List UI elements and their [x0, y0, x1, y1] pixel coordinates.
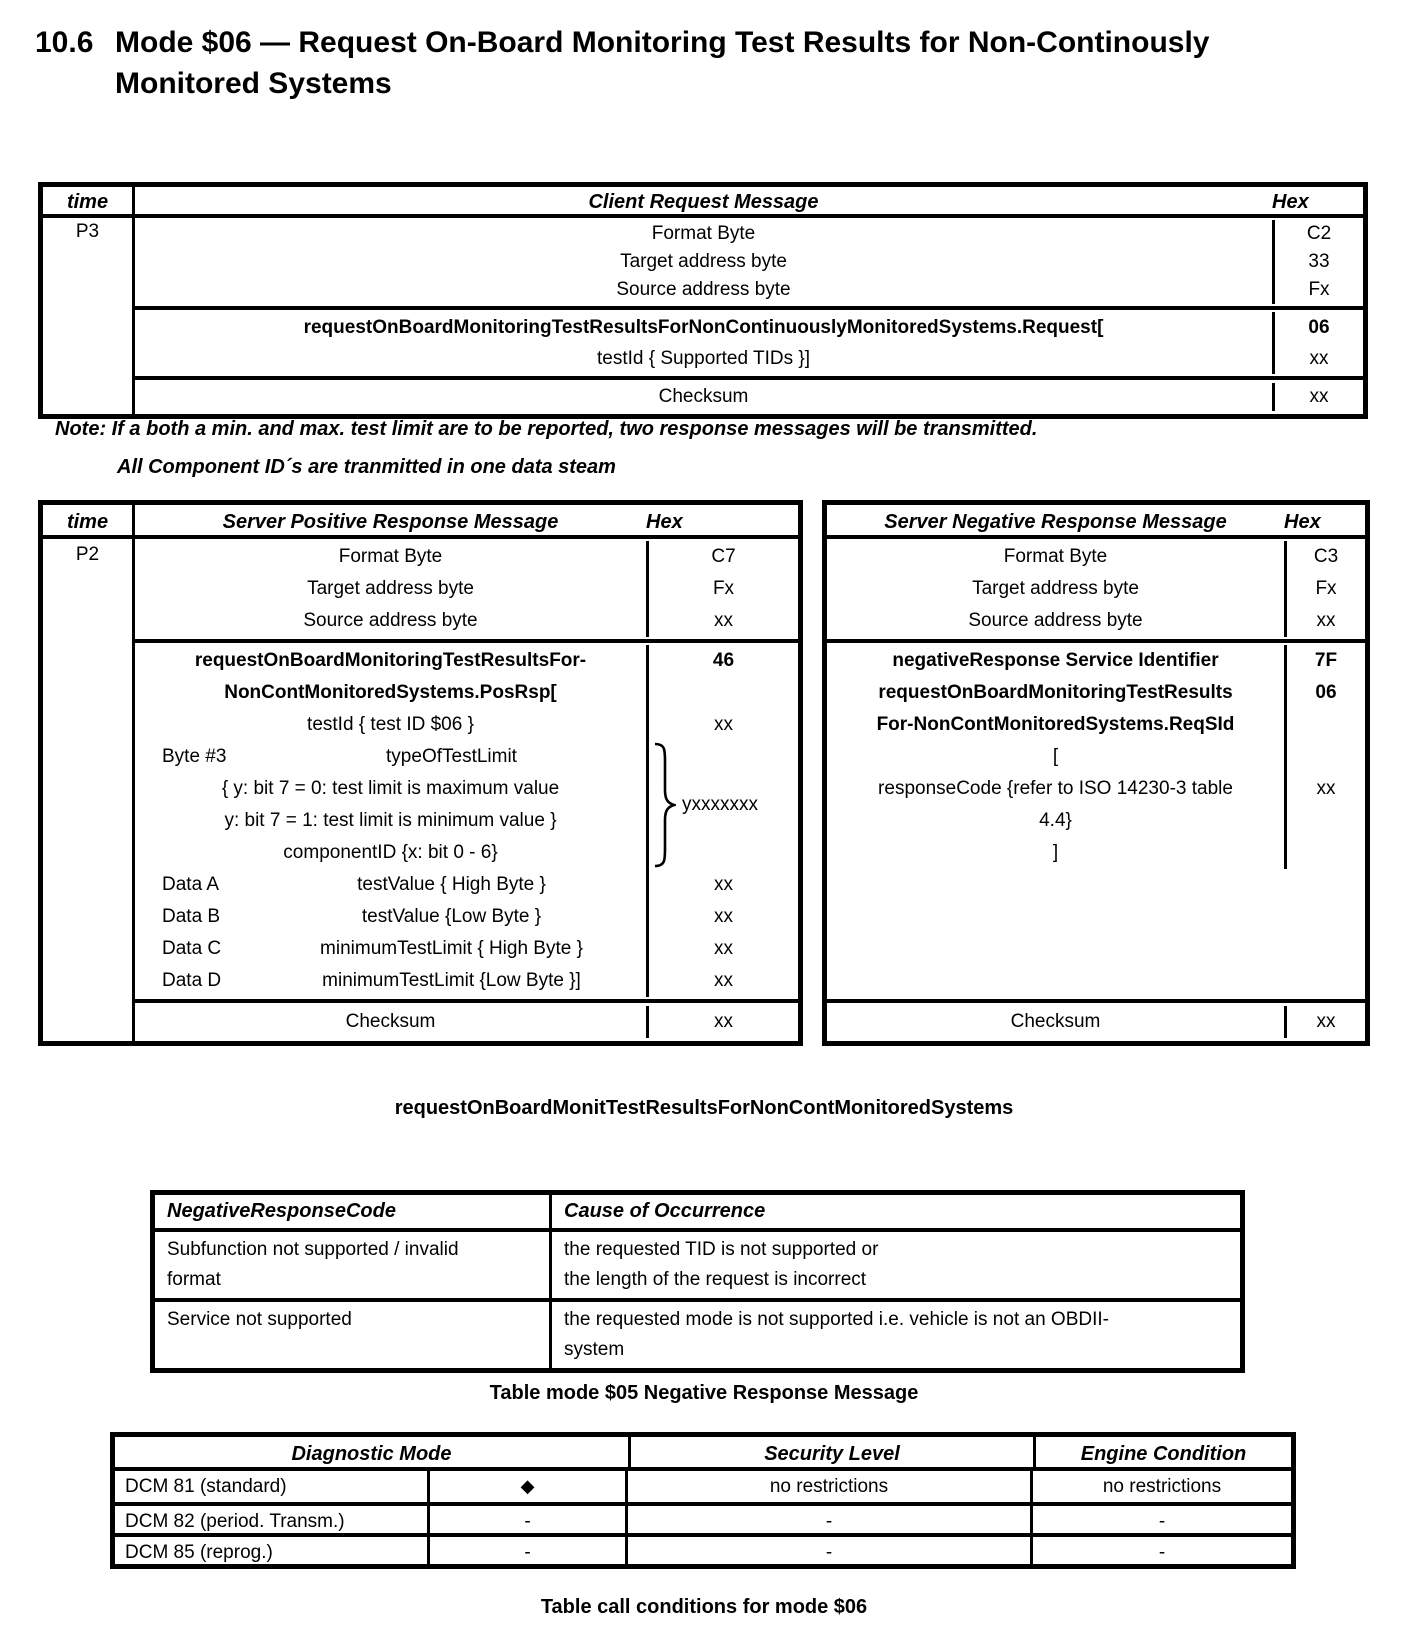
- flag-cell: -: [430, 1537, 628, 1564]
- message-text: minimumTestLimit {Low Byte }]: [322, 970, 581, 991]
- code-line: format: [167, 1269, 221, 1290]
- security-level-cell: no restrictions: [628, 1471, 1033, 1502]
- message-text: typeOfTestLimit: [386, 746, 517, 767]
- table-row: [135, 709, 798, 741]
- table-row: [135, 220, 1363, 248]
- table-row: [115, 1533, 1291, 1564]
- caption-negative-response: Table mode $05 Negative Response Message: [489, 1382, 919, 1404]
- checksum-group: [135, 999, 798, 1041]
- code-cell: [155, 1232, 552, 1298]
- service-data-group: [135, 639, 798, 999]
- negative-response-table: [822, 500, 1370, 1046]
- byte-label: Data C: [162, 938, 222, 959]
- diagnostic-mode-cell: DCM 82 (period. Transm.): [115, 1506, 430, 1533]
- hex-value: xx: [646, 869, 798, 901]
- section-heading: [35, 22, 1365, 104]
- message-text: testId { Supported TIDs }]: [597, 348, 810, 369]
- hex-value: [1284, 837, 1365, 869]
- cause-cell: [552, 1302, 1240, 1368]
- header-bytes-group: [827, 539, 1365, 639]
- table-row: [135, 343, 1363, 374]
- table-row: [827, 837, 1365, 869]
- hex-value: C3: [1284, 541, 1365, 573]
- table-row: [135, 276, 1363, 304]
- positive-response-table-header: [43, 505, 798, 539]
- hex-value: xx: [646, 605, 798, 637]
- message-text: Source address byte: [616, 279, 791, 300]
- message-text: testValue { High Byte }: [357, 874, 546, 895]
- message-text: Checksum: [658, 386, 749, 407]
- message-text: testId { test ID $06 }: [307, 714, 474, 735]
- hex-value: xx: [646, 965, 798, 997]
- client-request-table-header: [43, 187, 1363, 218]
- message-text: y: bit 7 = 1: test limit is minimum value }: [224, 810, 557, 831]
- client-request-table: [38, 182, 1368, 419]
- caption-response-tables: requestOnBoardMonitTestResultsForNonContMonitoredSystems: [394, 1097, 1014, 1119]
- hex-value: xx: [1284, 605, 1365, 637]
- hex-value: xx: [1284, 773, 1365, 805]
- negative-response-code-table-header: [155, 1195, 1240, 1232]
- hex-value: xx: [1284, 1006, 1365, 1038]
- message-text: responseCode {refer to ISO 14230-3 table: [878, 778, 1233, 799]
- column-header-hex: Hex: [1284, 511, 1321, 533]
- hex-value: 33: [1272, 248, 1363, 276]
- hex-value: xx: [1272, 343, 1363, 374]
- table-row: [827, 677, 1365, 709]
- checksum-row: [135, 383, 1363, 411]
- byte-label: Data A: [162, 874, 220, 895]
- table-row: [827, 805, 1365, 837]
- security-level-cell: -: [628, 1537, 1033, 1564]
- note-line-1: Note: If a both a min. and max. test limit are to be reported, two response messages will be transmitted.: [55, 418, 1038, 440]
- cause-line: the requested mode is not supported i.e. vehicle is not an OBDII-: [564, 1309, 1109, 1330]
- hex-value: 7F: [1284, 645, 1365, 677]
- message-text: Target address byte: [972, 578, 1139, 599]
- hex-value: xx: [646, 933, 798, 965]
- column-header-security-level: Security Level: [631, 1437, 1036, 1467]
- column-header-diagnostic-mode: Diagnostic Mode: [115, 1437, 631, 1467]
- curly-brace-icon: [652, 742, 676, 868]
- call-conditions-table-header: [115, 1437, 1291, 1471]
- byte-label: Data B: [162, 906, 221, 927]
- note-line-2: All Component ID´s are tranmitted in one data steam: [117, 456, 616, 478]
- message-text: 4.4}: [1039, 810, 1072, 831]
- hex-value: xx: [1272, 383, 1363, 411]
- time-cell: P2: [43, 539, 135, 1041]
- message-text: requestOnBoardMonitoringTestResultsForNonContinuouslyMonitoredSystems.Request[: [303, 317, 1104, 338]
- flag-cell: -: [430, 1506, 628, 1533]
- hex-value: Fx: [1284, 573, 1365, 605]
- cause-cell: [552, 1232, 1240, 1298]
- column-header-hex: Hex: [1272, 191, 1309, 213]
- hex-value: 06: [1284, 677, 1365, 709]
- column-header-code: NegativeResponseCode: [155, 1195, 552, 1228]
- note-block: [55, 417, 1037, 479]
- cause-line: the length of the request is incorrect: [564, 1269, 867, 1290]
- hex-value: [1284, 741, 1365, 773]
- checksum-row: [135, 1006, 798, 1038]
- header-bytes-group: [135, 218, 1363, 306]
- column-header-engine-condition: Engine Condition: [1080, 1443, 1247, 1465]
- message-text: testValue {Low Byte }: [361, 906, 542, 927]
- message-text: Target address byte: [620, 251, 787, 272]
- message-text: Checksum: [345, 1011, 436, 1032]
- code-cell: [155, 1302, 552, 1368]
- hex-value: 46: [646, 645, 798, 677]
- service-data-group: [135, 306, 1363, 376]
- message-text: minimumTestLimit { High Byte }: [320, 938, 583, 959]
- table-row: [135, 541, 798, 573]
- table-row: [115, 1471, 1291, 1502]
- byte-label: Byte #3: [162, 746, 227, 767]
- message-text: ]: [1052, 842, 1059, 863]
- positive-response-table-body: [43, 539, 798, 1041]
- hex-value: yxxxxxxx: [682, 794, 758, 815]
- hex-value: [646, 677, 798, 709]
- table-row: [135, 248, 1363, 276]
- positive-response-table: [38, 500, 803, 1046]
- column-header-hex: Hex: [646, 511, 683, 533]
- hex-value: Fx: [1272, 276, 1363, 304]
- message-text: requestOnBoardMonitoringTestResultsFor-: [194, 650, 587, 671]
- hex-value: xx: [646, 901, 798, 933]
- call-conditions-table: [110, 1432, 1296, 1569]
- caption-call-conditions: Table call conditions for mode $06: [540, 1596, 868, 1618]
- hex-value: C7: [646, 541, 798, 573]
- table-row: [827, 773, 1365, 805]
- table-row: [135, 645, 798, 677]
- message-text: Source address byte: [968, 610, 1143, 631]
- table-row: [135, 965, 798, 997]
- table-row: [155, 1298, 1240, 1368]
- message-text: For-NonContMonitoredSystems.ReqSId: [876, 714, 1235, 735]
- checksum-row: [827, 1006, 1365, 1038]
- hex-value: xx: [646, 709, 798, 741]
- column-header-title: Server Positive Response Message: [222, 511, 559, 533]
- hex-value: C2: [1272, 220, 1363, 248]
- security-level-cell: -: [628, 1506, 1033, 1533]
- cause-line: system: [564, 1339, 625, 1360]
- message-text: requestOnBoardMonitoringTestResults: [878, 682, 1233, 703]
- message-text: Checksum: [1010, 1011, 1101, 1032]
- section-number: 10.6: [35, 26, 94, 59]
- byte-label: Data D: [162, 970, 222, 991]
- message-text: [: [1052, 746, 1059, 767]
- column-header-cause: Cause of Occurrence: [564, 1200, 766, 1222]
- message-text: Target address byte: [307, 578, 474, 599]
- table-row: [135, 677, 798, 709]
- table-row: [115, 1502, 1291, 1533]
- checksum-group: [135, 376, 1363, 414]
- hex-value: xx: [646, 1006, 798, 1038]
- service-data-group: [827, 639, 1365, 999]
- table-row: [827, 605, 1365, 637]
- engine-condition-cell: -: [1158, 1511, 1166, 1532]
- table-row: [827, 541, 1365, 573]
- table-row: [135, 901, 798, 933]
- column-header-title: Server Negative Response Message: [884, 511, 1227, 533]
- column-header-time: time: [43, 505, 135, 535]
- negative-response-table-header: [827, 505, 1365, 539]
- table-row: [135, 605, 798, 637]
- code-line: Subfunction not supported / invalid: [167, 1239, 459, 1260]
- response-tables-row: [38, 500, 1370, 1046]
- hex-value: 06: [1272, 312, 1363, 343]
- diagnostic-mode-cell: DCM 81 (standard): [115, 1471, 430, 1502]
- code-line: Service not supported: [167, 1309, 352, 1330]
- engine-condition-cell: -: [1158, 1542, 1166, 1563]
- table-row: [135, 573, 798, 605]
- time-cell: P3: [43, 218, 135, 414]
- diagnostic-mode-cell: DCM 85 (reprog.): [115, 1537, 430, 1564]
- message-text: Format Byte: [1003, 546, 1108, 567]
- hex-value: [1284, 709, 1365, 741]
- message-text: Source address byte: [303, 610, 478, 631]
- table-row: [135, 312, 1363, 343]
- message-text: componentID {x: bit 0 - 6}: [283, 842, 498, 863]
- cause-line: the requested TID is not supported or: [564, 1239, 879, 1260]
- table-row: [827, 573, 1365, 605]
- column-header-time: time: [43, 187, 135, 214]
- table-row: [827, 645, 1365, 677]
- table-row: [827, 709, 1365, 741]
- brace-hex-cell: [646, 741, 798, 869]
- engine-condition-cell: no restrictions: [1102, 1476, 1222, 1497]
- message-text: Format Byte: [338, 546, 443, 567]
- section-title-line2: Monitored Systems: [115, 67, 392, 100]
- table-row: [155, 1232, 1240, 1298]
- checksum-group: [827, 999, 1365, 1041]
- table-row: [827, 741, 1365, 773]
- negative-response-code-table: [150, 1190, 1245, 1373]
- table-row: [135, 933, 798, 965]
- message-text: Format Byte: [651, 223, 756, 244]
- hex-value: [1284, 805, 1365, 837]
- message-text: NonContMonitoredSystems.PosRsp[: [224, 682, 557, 703]
- section-title-line1: Mode $06 — Request On-Board Monitoring Test Results for Non-Continously: [115, 26, 1210, 59]
- message-text: { y: bit 7 = 0: test limit is maximum value: [221, 778, 560, 799]
- column-header-title: Client Request Message: [588, 191, 819, 213]
- section-title: [115, 22, 1209, 104]
- message-text: negativeResponse Service Identifier: [892, 650, 1219, 671]
- negative-response-table-body: [827, 539, 1365, 1041]
- table-row: [135, 741, 646, 773]
- hex-value: Fx: [646, 573, 798, 605]
- table-row: [135, 869, 798, 901]
- type-of-test-limit-block: [135, 741, 798, 869]
- header-bytes-group: [135, 539, 798, 639]
- diamond-flag-icon: ◆: [430, 1471, 628, 1502]
- client-request-table-body: [43, 218, 1363, 414]
